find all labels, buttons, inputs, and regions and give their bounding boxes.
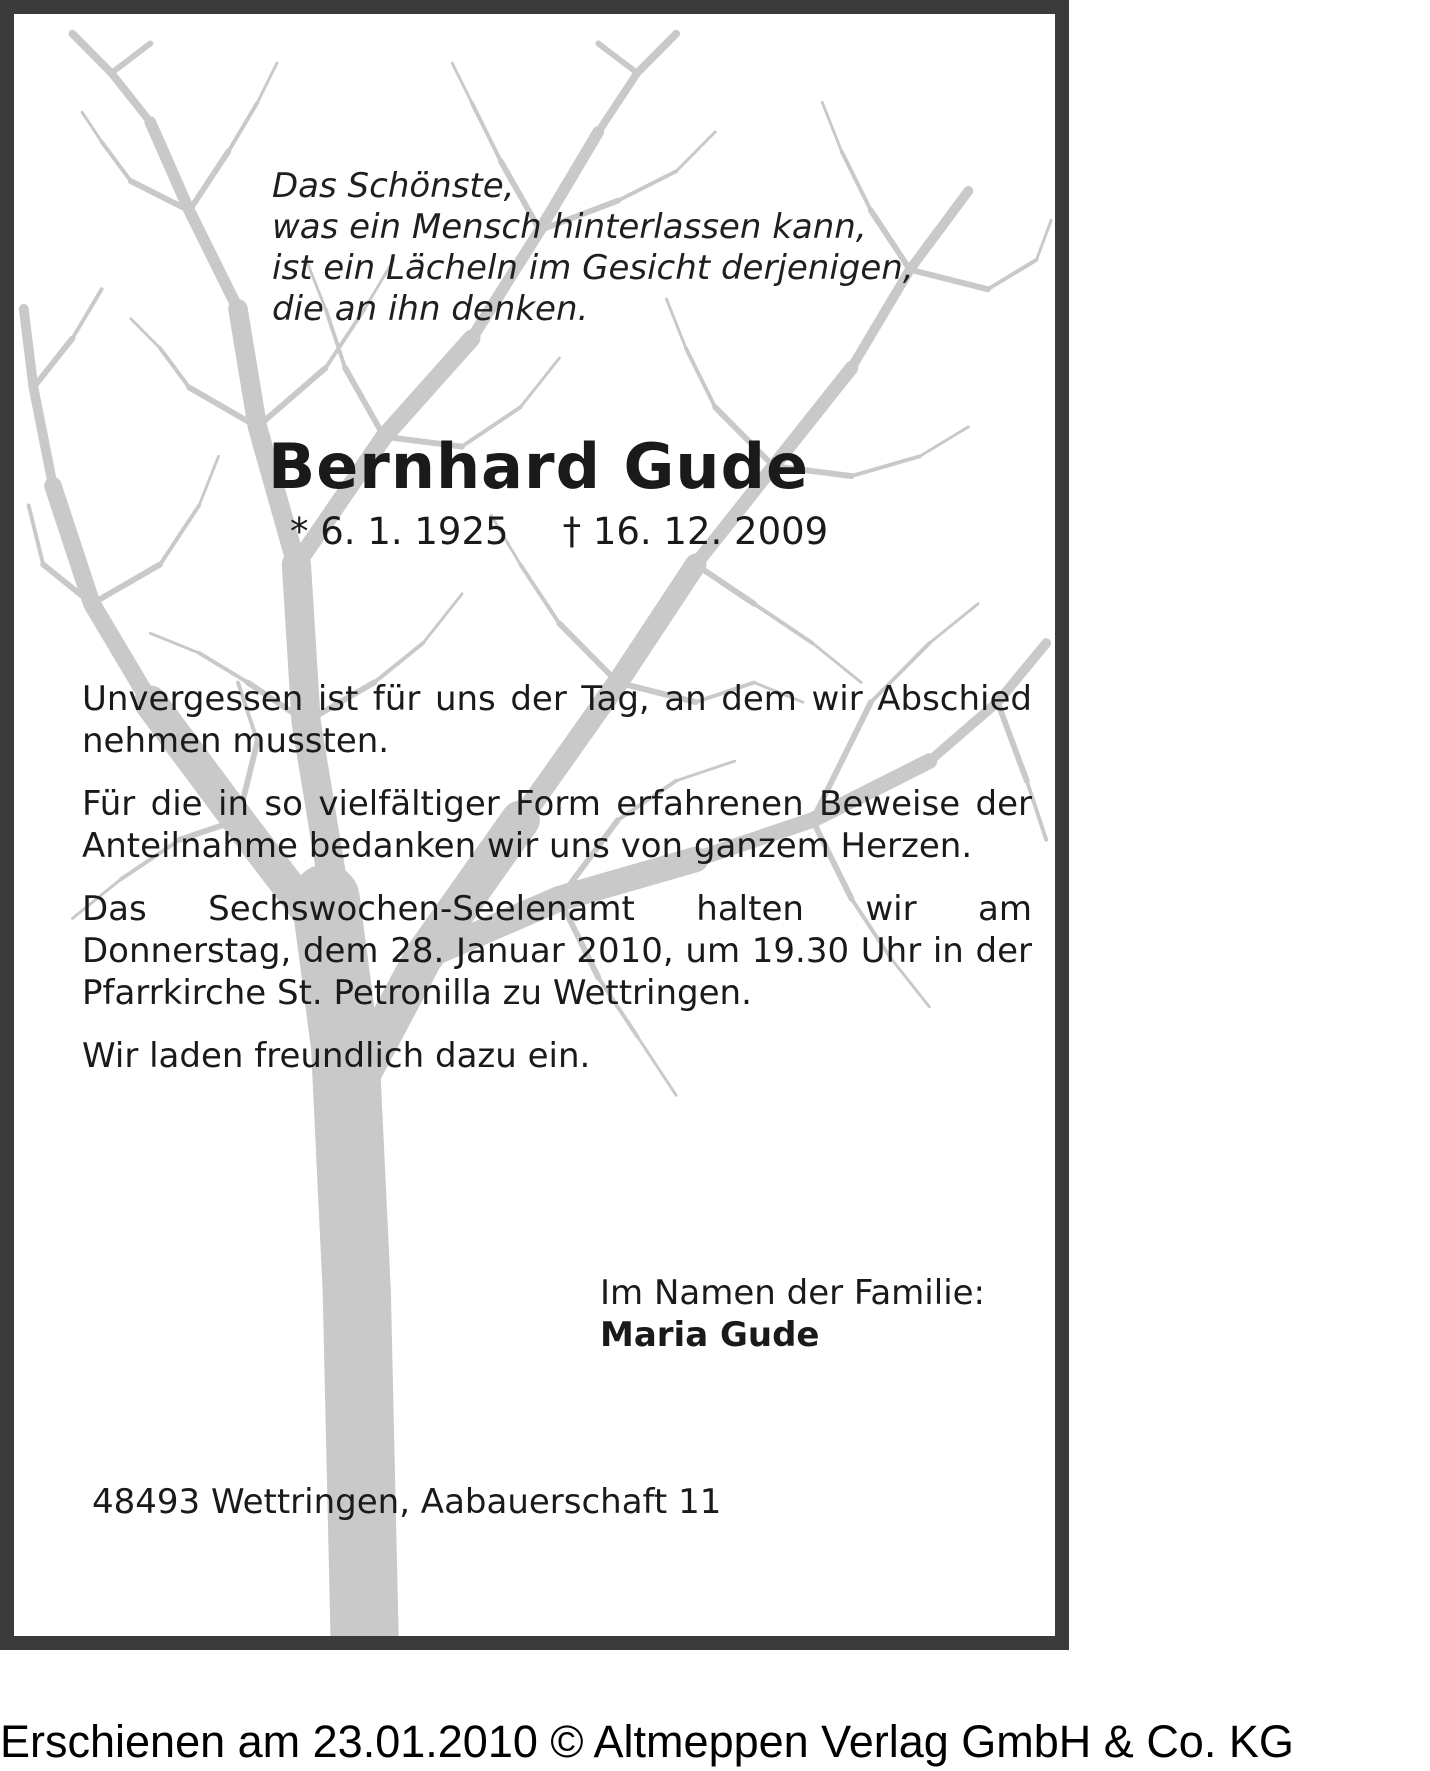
birth-date: * 6. 1. 1925	[290, 510, 509, 553]
family-address: 48493 Wettringen, Aabauerschaft 11	[92, 1482, 722, 1522]
quote-line: die an ihn denken.	[272, 289, 589, 329]
life-dates	[290, 510, 828, 554]
body-paragraph: Das Sechswochen-Seelenamt halten wir am Donnerstag, dem 28. Januar 2010, um 19.30 Uhr in der Pfarrkirche St. Petronilla zu Wettringen.	[82, 889, 1032, 1013]
body-paragraph: Unvergessen ist für uns der Tag, an dem wir Abschied nehmen mussten.	[82, 679, 1032, 761]
signature-intro: Im Namen der Familie:	[600, 1273, 986, 1313]
quote-line: ist ein Lächeln im Gesicht derjenigen,	[272, 248, 914, 288]
publication-footer: Erschienen am 23.01.2010 © Altmeppen Verlag GmbH & Co. KG	[0, 1716, 1294, 1767]
memorial-quote	[272, 166, 914, 330]
notice-content	[14, 14, 1055, 1636]
body-paragraph: Für die in so vielfältiger Form erfahrenen Beweise der Anteilnahme bedanken wir uns von ganzem Herzen.	[82, 784, 1032, 866]
deceased-name: Bernhard Gude	[268, 430, 809, 503]
signature-name: Maria Gude	[600, 1315, 820, 1355]
quote-line: was ein Mensch hinterlassen kann,	[272, 207, 867, 247]
notice-body	[82, 678, 1032, 1098]
death-date: † 16. 12. 2009	[562, 510, 829, 553]
body-paragraph: Wir laden freundlich dazu ein.	[82, 1036, 591, 1076]
quote-line: Das Schönste,	[272, 166, 515, 206]
family-signature	[600, 1272, 985, 1356]
